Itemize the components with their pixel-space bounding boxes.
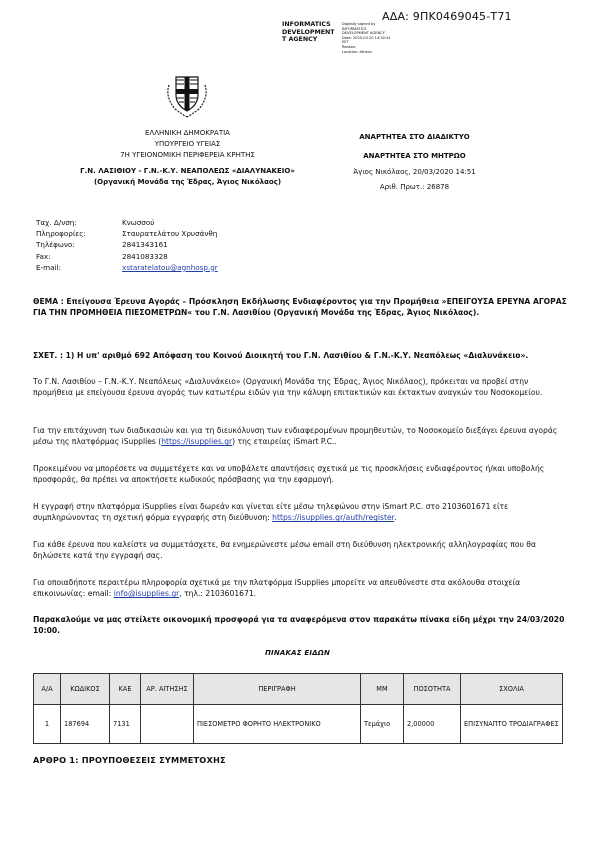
fax-value: 2841083328	[122, 251, 168, 261]
table-cell: Τεμάχιο	[361, 705, 404, 744]
table-cell: 187694	[61, 705, 110, 744]
table-row	[34, 705, 563, 744]
email-link[interactable]: xstaratelatou@agnhosp.gr	[122, 262, 218, 272]
subject	[33, 296, 567, 318]
header-ministry: ΥΠΟΥΡΓΕΙΟ ΥΓΕΙΑΣ	[154, 140, 221, 148]
ida-line: INFORMATICS	[282, 21, 331, 28]
paragraph-text: Η εγγραφή στην πλατφόρμα iSupplies είναι δωρεάν και γίνεται είτε μέσω τηλεφώνου στην iSmart P.C. στο 2103601671 είτε συμπληρώνοντας τη σχετική φόρμα εγγραφής στη διεύθυνση:	[33, 502, 509, 523]
ida-line: DEVELOPMENT	[282, 28, 335, 36]
paragraph-text: Το Γ.Ν. Λασιθίου – Γ.Ν.-Κ.Υ. Νεαπόλεως «Διαλυνάκειο» (Οργανική Μονάδα της Έδρας, Άγιος Νικόλαος), πρόκειται να προβεί στην προμήθεια με επείγουσα έρευνα αγοράς των κατωτέρω ειδών για την κάλυψη επιτακτικών και έκτακτων αναγκών του Νοσοκομείου.	[33, 377, 543, 398]
paragraph-text: , τηλ.: 2103601671.	[179, 589, 257, 599]
phone-label: Τηλέφωνο:	[36, 240, 75, 250]
header-unit: (Οργανική Μονάδα της Έδρας, Άγιος Νικόλαος)	[93, 178, 282, 186]
subject-text: Επείγουσα Έρευνα Αγοράς – Πρόσκληση Εκδήλωσης Ενδιαφέροντος για την Προμήθεια »ΕΠΕΙΓΟΥΣΑ ΕΡΕΥΝΑ ΑΓΟΡΑΣ ΓΙΑ ΤΗΝ ΠΡΟΜΗΘΕΙΑ ΠΙΕΣΟΜΕΤΡΩΝ« του Γ.Ν. Λασιθίου (Οργανική Μονάδα της Έδρας, Άγιος Νικόλαος).	[33, 297, 567, 318]
signature-line: EET	[342, 40, 349, 45]
table-cell: 2,00000	[404, 705, 461, 744]
signature-line: Location: Athens	[342, 49, 372, 54]
phone-value: 2841343161	[122, 240, 168, 250]
column-header: ΑΡ. ΑΙΤΗΣΗΣ	[141, 674, 194, 705]
email-label: E-mail:	[36, 262, 61, 272]
article-title: ΑΡΘΡΟ 1: ΠΡΟΥΠΟΘΕΣΕΙΣ ΣΥΜΜΕΤΟΧΗΣ	[33, 755, 226, 765]
digital-signature-stamp	[282, 21, 391, 54]
protocol-number: Αριθ. Πρωτ.: 26878	[379, 183, 450, 191]
paragraph-registration	[33, 501, 567, 523]
table-cell: 7131	[110, 705, 141, 744]
paragraph-text: .	[394, 513, 397, 523]
column-header: ΣΧΟΛΙΑ	[461, 674, 563, 705]
column-header: ΠΟΣΟΤΗΤΑ	[404, 674, 461, 705]
ida-line: T AGENCY	[282, 36, 318, 44]
column-header: ΜΜ	[361, 674, 404, 705]
offer-deadline: Παρακαλούμε να μας στείλετε οικονομική προσφορά για τα αναφερόμενα στον παρακάτω πίνακα είδη μέχρι την 24/03/2020 10:00.	[33, 615, 565, 636]
paragraph-platform	[33, 425, 567, 447]
issuer-header	[80, 128, 295, 188]
table-cell	[141, 705, 194, 744]
column-header: Α/Α	[34, 674, 61, 705]
signature-line: INFORMATICS	[342, 26, 367, 31]
paragraph-text: ) της εταιρείας iSmart P.C..	[232, 437, 337, 447]
column-header: ΚΩΔΙΚΟΣ	[61, 674, 110, 705]
reference: ΣΧΕΤ. : 1) Η υπ' αριθμό 692 Απόφαση του Κοινού Διοικητή του Γ.Ν. Λασιθίου & Γ.Ν.-Κ.Υ. Νεαπόλεως «Διαλυνάκειο».	[33, 351, 529, 360]
posting-internet: ΑΝΑΡΤΗΤΕΑ ΣΤΟ ΔΙΑΔΙΚΤΥΟ	[359, 133, 470, 141]
column-header: ΠΕΡΙΓΡΑΦΗ	[194, 674, 361, 705]
items-table	[33, 673, 563, 744]
table-cell: ΕΠΙΣΥΝΑΠΤΟ ΤΡΟΔΙΑΓΡΑΦΕΣ	[461, 705, 563, 744]
paragraph-credentials	[33, 463, 567, 485]
info-email-link[interactable]: info@isupplies.gr	[113, 589, 180, 599]
ada-number: ΑΔΑ: 9ΠΚ0469045-Τ71	[382, 10, 512, 23]
address-label: Ταχ. Δ/νση:	[36, 218, 77, 227]
table-cell: ΠΙΕΣΟΜΕΤΡΟ ΦΟΡΗΤΟ ΗΛΕΚΤΡΟΝΙΚΟ	[194, 705, 361, 744]
fax-label: Fax:	[36, 251, 51, 261]
paragraph-text: Για οποιαδήποτε περαιτέρω πληροφορία σχετικά με την πλατφόρμα iSupplies μπορείτε να απευθύνεστε στα ακόλουθα στοιχεία επικοινωνίας: email:	[33, 578, 521, 599]
paragraph-text: Για την επιτάχυνση των διαδικασιών και για τη διευκόλυνση των ενδιαφερομένων προμηθευτών, το Νοσοκομείο διεξάγει έρευνα αγοράς μέσω της πλατφόρμας iSupplies (	[33, 426, 558, 447]
paragraph-intro	[33, 376, 567, 398]
signature-line: DEVELOPMENT AGENCY	[342, 31, 385, 36]
register-link[interactable]: https://isupplies.gr/auth/register	[272, 513, 395, 523]
info-value: Σταυρατελάτου Χρυσάνθη	[122, 229, 218, 239]
subject-prefix: ΘΕΜΑ :	[33, 297, 67, 306]
greek-emblem-icon	[161, 71, 213, 119]
signature-line: Date: 2020.03.20 14:52:41	[342, 35, 391, 40]
items-table-title: ΠΙΝΑΚΑΣ ΕΙΔΩΝ	[264, 649, 330, 657]
paragraph-text: Προκειμένου να μπορέσετε να συμμετέχετε και να υποβάλετε απαντήσεις σχετικά με τις προσκλήσεις ενδιαφέροντος ή/και υποβολής προσφοράς, θα πρέπει να αποκτήσετε κωδικούς πρόσβασης για την εφαρμογή.	[33, 464, 545, 485]
document-date: Άγιος Νικόλαος, 20/03/2020 14:51	[353, 168, 476, 176]
address-value: Κνωσσού	[122, 218, 155, 227]
posting-registry: ΑΝΑΡΤΗΤΕΑ ΣΤΟ ΜΗΤΡΩΟ	[363, 152, 466, 160]
header-region: 7Η ΥΓΕΙΟΝΟΜΙΚΗ ΠΕΡΙΦΕΡΕΙΑ ΚΡΗΤΗΣ	[120, 151, 255, 159]
signature-line: Reason:	[342, 44, 357, 49]
paragraph-contact	[33, 577, 567, 599]
info-label: Πληροφορίες:	[36, 229, 86, 239]
header-hospital: Γ.Ν. ΛΑΣΙΘΙΟΥ - Γ.Ν.-Κ.Υ. ΝΕΑΠΟΛΕΩΣ «ΔΙΑΛΥΝΑΚΕΙΟ»	[80, 167, 295, 175]
signature-details	[342, 22, 402, 54]
paragraph-notification	[33, 539, 567, 561]
posting-info	[327, 131, 502, 193]
header-country: ΕΛΛΗΝΙΚΗ ΔΗΜΟΚΡΑΤΙΑ	[145, 129, 230, 137]
paragraph-text: Για κάθε έρευνα που καλείστε να συμμετάσχετε, θα ενημερώνεστε μέσω email στη διεύθυνση ηλεκτρονικής αλληλογραφίας που θα δηλώσετε κατά την εγγραφή σας.	[33, 540, 536, 561]
column-header: ΚΑΕ	[110, 674, 141, 705]
signature-line: Digitally signed by	[342, 22, 376, 26]
table-cell: 1	[34, 705, 61, 744]
isupplies-link[interactable]: https://isupplies.gr	[161, 437, 233, 447]
table-header-row	[34, 674, 563, 705]
